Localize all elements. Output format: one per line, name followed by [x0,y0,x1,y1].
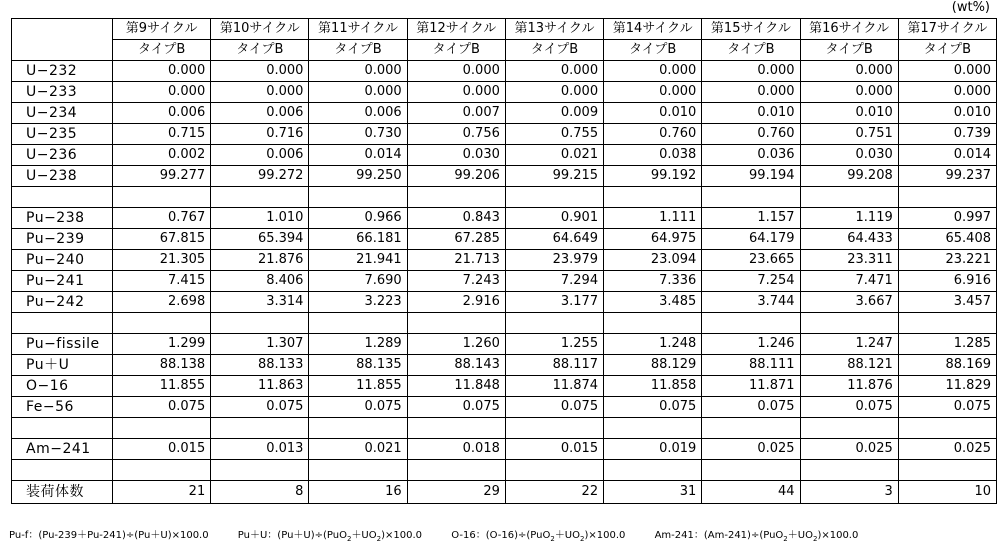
value-cell [309,187,407,208]
composition-table [11,18,997,504]
value-cell [505,418,603,439]
value-cell: 88.135 [309,355,407,376]
value-cell: 0.000 [211,82,309,103]
value-cell: 3 [800,481,898,504]
value-cell: 0.901 [505,208,603,229]
value-cell: 0.009 [505,103,603,124]
value-cell: 0.025 [702,439,800,460]
row-label-cell: U−233 [12,82,113,103]
footnote-am241: Am-241：$(Am-241)\div(PuO_2+UO_2)\times 100.0$ [654,530,859,543]
value-cell: 21.876 [211,250,309,271]
row-label-cell: U−235 [12,124,113,145]
value-cell: 0.000 [211,61,309,82]
cycle-header-cell: 第17サイクル [898,19,996,40]
value-cell: 0.002 [113,145,211,166]
value-cell: 99.208 [800,166,898,187]
value-cell: 88.138 [113,355,211,376]
spacer-row [12,460,997,481]
value-cell [113,187,211,208]
value-cell [702,313,800,334]
cycle-header-cell: 第12サイクル [407,19,505,40]
value-cell [211,460,309,481]
footnote-o16: O-16：$(O-16)\div(PuO_2+UO_2)\times 100.0$ [451,530,626,543]
value-cell: 0.010 [702,103,800,124]
type-header-row [12,40,997,61]
table-row [12,208,997,229]
table-row [12,355,997,376]
value-cell: 2.916 [407,292,505,313]
value-cell: 0.966 [309,208,407,229]
value-cell: 16 [309,481,407,504]
value-cell: 66.181 [309,229,407,250]
value-cell [604,460,702,481]
value-cell [898,313,996,334]
value-cell: 0.756 [407,124,505,145]
value-cell: 1.010 [211,208,309,229]
table-row [12,292,997,313]
value-cell: 65.408 [898,229,996,250]
value-cell: 11.863 [211,376,309,397]
value-cell: 67.815 [113,229,211,250]
value-cell [211,313,309,334]
type-header-cell: タイプB [505,40,603,61]
table-row [12,481,997,504]
value-cell: 3.667 [800,292,898,313]
value-cell: 1.111 [604,208,702,229]
value-cell: 99.250 [309,166,407,187]
value-cell: 3.314 [211,292,309,313]
value-cell: 0.075 [113,397,211,418]
value-cell: 1.307 [211,334,309,355]
value-cell: 0.075 [505,397,603,418]
value-cell: 99.215 [505,166,603,187]
value-cell: 11.858 [604,376,702,397]
value-cell: 1.299 [113,334,211,355]
value-cell [898,460,996,481]
row-label-cell: U−238 [12,166,113,187]
value-cell: 0.760 [702,124,800,145]
header-corner-cell [12,19,113,61]
table-row [12,103,997,124]
table-row [12,124,997,145]
row-label-cell [12,313,113,334]
value-cell: 0.767 [113,208,211,229]
value-cell [604,313,702,334]
type-header-cell: タイプB [113,40,211,61]
value-cell: 0.997 [898,208,996,229]
value-cell [211,418,309,439]
value-cell: 64.179 [702,229,800,250]
value-cell: 0.739 [898,124,996,145]
table-row [12,397,997,418]
row-label-cell: U−234 [12,103,113,124]
value-cell: 0.715 [113,124,211,145]
type-header-cell: タイプB [898,40,996,61]
value-cell: 0.018 [407,439,505,460]
value-cell: 21.305 [113,250,211,271]
value-cell: 1.248 [604,334,702,355]
value-cell [505,187,603,208]
value-cell: 11.874 [505,376,603,397]
value-cell [407,313,505,334]
value-cell: 88.169 [898,355,996,376]
value-cell: 0.036 [702,145,800,166]
type-header-cell: タイプB [702,40,800,61]
value-cell: 0.007 [407,103,505,124]
value-cell: 7.336 [604,271,702,292]
value-cell: 0.010 [604,103,702,124]
value-cell: 0.000 [898,61,996,82]
value-cell [702,418,800,439]
value-cell [800,460,898,481]
cycle-header-row [12,19,997,40]
value-cell: 0.015 [113,439,211,460]
footnotes [9,526,884,543]
value-cell: 88.121 [800,355,898,376]
value-cell: 3.744 [702,292,800,313]
value-cell: 0.000 [505,61,603,82]
table-row [12,271,997,292]
value-cell: 11.871 [702,376,800,397]
value-cell: 0.716 [211,124,309,145]
row-label-cell: Pu−241 [12,271,113,292]
table-row [12,376,997,397]
row-label-cell: U−232 [12,61,113,82]
type-header-cell: タイプB [211,40,309,61]
value-cell: 21.713 [407,250,505,271]
value-cell [505,460,603,481]
value-cell: 0.000 [505,82,603,103]
value-cell: 0.075 [604,397,702,418]
cycle-header-cell: 第16サイクル [800,19,898,40]
value-cell [505,313,603,334]
value-cell [702,187,800,208]
value-cell: 0.000 [702,61,800,82]
row-label-cell: U−236 [12,145,113,166]
value-cell: 21 [113,481,211,504]
value-cell: 0.000 [113,61,211,82]
value-cell: 0.075 [309,397,407,418]
value-cell [113,313,211,334]
table-row [12,439,997,460]
value-cell: 11.876 [800,376,898,397]
value-cell: 7.254 [702,271,800,292]
cycle-header-cell: 第14サイクル [604,19,702,40]
value-cell: 67.285 [407,229,505,250]
value-cell: 21.941 [309,250,407,271]
value-cell: 0.075 [407,397,505,418]
value-cell: 0.006 [211,145,309,166]
value-cell: 0.755 [505,124,603,145]
row-label-cell: Fe−56 [12,397,113,418]
value-cell: 0.030 [800,145,898,166]
row-label-cell: Pu−239 [12,229,113,250]
value-cell: 44 [702,481,800,504]
value-cell: 0.730 [309,124,407,145]
value-cell: 3.177 [505,292,603,313]
value-cell: 1.255 [505,334,603,355]
row-label-cell: Pu＋U [12,355,113,376]
value-cell: 0.030 [407,145,505,166]
value-cell: 99.206 [407,166,505,187]
value-cell: 29 [407,481,505,504]
value-cell: 64.433 [800,229,898,250]
value-cell: 8.406 [211,271,309,292]
type-header-cell: タイプB [309,40,407,61]
value-cell: 0.014 [898,145,996,166]
value-cell: 88.133 [211,355,309,376]
value-cell: 1.119 [800,208,898,229]
value-cell: 64.975 [604,229,702,250]
value-cell: 11.855 [309,376,407,397]
value-cell: 0.021 [309,439,407,460]
value-cell: 3.457 [898,292,996,313]
value-cell: 7.415 [113,271,211,292]
spacer-row [12,187,997,208]
row-label-cell [12,418,113,439]
value-cell [309,313,407,334]
value-cell: 0.075 [211,397,309,418]
row-label-cell: 装荷体数 [12,481,113,504]
value-cell: 0.010 [800,103,898,124]
value-cell: 99.237 [898,166,996,187]
row-label-cell: O−16 [12,376,113,397]
value-cell: 22 [505,481,603,504]
value-cell: 88.129 [604,355,702,376]
value-cell [113,418,211,439]
value-cell [113,460,211,481]
value-cell: 7.690 [309,271,407,292]
value-cell: 99.192 [604,166,702,187]
value-cell [702,460,800,481]
table-row [12,250,997,271]
row-label-cell: Pu−242 [12,292,113,313]
value-cell: 8 [211,481,309,504]
value-cell [800,313,898,334]
value-cell: 0.010 [898,103,996,124]
row-label-cell: Am−241 [12,439,113,460]
value-cell: 0.000 [604,82,702,103]
row-label-cell: Pu−238 [12,208,113,229]
value-cell: 0.843 [407,208,505,229]
value-cell [407,418,505,439]
value-cell: 23.665 [702,250,800,271]
table-row [12,166,997,187]
value-cell: 0.013 [211,439,309,460]
value-cell [604,418,702,439]
cycle-header-cell: 第10サイクル [211,19,309,40]
table-row [12,61,997,82]
value-cell: 99.272 [211,166,309,187]
value-cell [604,187,702,208]
value-cell: 0.000 [407,82,505,103]
value-cell: 11.855 [113,376,211,397]
value-cell: 0.025 [800,439,898,460]
cycle-header-cell: 第9サイクル [113,19,211,40]
value-cell: 64.649 [505,229,603,250]
value-cell: 0.000 [309,61,407,82]
value-cell [309,418,407,439]
value-cell: 99.277 [113,166,211,187]
value-cell: 11.829 [898,376,996,397]
footnote-pu-u: Pu＋U：$(Pu+U)\div(PuO_2+UO_2)\times 100.0$ [237,530,423,543]
cycle-header-cell: 第15サイクル [702,19,800,40]
value-cell: 0.025 [898,439,996,460]
type-header-cell: タイプB [604,40,702,61]
cycle-header-cell: 第11サイクル [309,19,407,40]
value-cell: 23.311 [800,250,898,271]
value-cell: 0.075 [702,397,800,418]
value-cell: 0.000 [898,82,996,103]
footnote-pu-fissile: Pu-f：(Pu-239＋Pu-241)÷(Pu＋U)×100.0 [9,530,209,541]
value-cell: 0.075 [898,397,996,418]
value-cell: 1.247 [800,334,898,355]
row-label-cell: Pu−240 [12,250,113,271]
value-cell: 0.000 [702,82,800,103]
row-label-cell: Pu−fissile [12,334,113,355]
value-cell: 6.916 [898,271,996,292]
value-cell: 0.751 [800,124,898,145]
value-cell: 0.760 [604,124,702,145]
value-cell: 0.015 [505,439,603,460]
value-cell: 1.260 [407,334,505,355]
value-cell: 88.143 [407,355,505,376]
value-cell: 1.246 [702,334,800,355]
spacer-row [12,418,997,439]
value-cell: 3.223 [309,292,407,313]
cycle-header-cell: 第13サイクル [505,19,603,40]
value-cell: 0.075 [800,397,898,418]
value-cell [407,187,505,208]
value-cell: 0.000 [407,61,505,82]
type-header-cell: タイプB [800,40,898,61]
value-cell: 1.289 [309,334,407,355]
value-cell: 0.000 [309,82,407,103]
value-cell [309,460,407,481]
value-cell: 31 [604,481,702,504]
spacer-row [12,313,997,334]
value-cell [898,187,996,208]
value-cell [800,418,898,439]
value-cell: 7.243 [407,271,505,292]
table-row [12,229,997,250]
value-cell: 23.979 [505,250,603,271]
value-cell [800,187,898,208]
value-cell: 0.006 [113,103,211,124]
value-cell: 1.157 [702,208,800,229]
table-row [12,334,997,355]
value-cell: 0.014 [309,145,407,166]
value-cell: 65.394 [211,229,309,250]
row-label-cell [12,187,113,208]
value-cell: 0.006 [309,103,407,124]
value-cell [211,187,309,208]
value-cell: 88.111 [702,355,800,376]
value-cell: 0.000 [800,82,898,103]
value-cell: 7.471 [800,271,898,292]
unit-label: (wt%) [951,0,990,15]
value-cell: 11.848 [407,376,505,397]
value-cell: 88.117 [505,355,603,376]
value-cell: 23.094 [604,250,702,271]
value-cell [407,460,505,481]
value-cell: 3.485 [604,292,702,313]
value-cell: 0.000 [113,82,211,103]
type-header-cell: タイプB [407,40,505,61]
value-cell: 10 [898,481,996,504]
table-row [12,82,997,103]
table-row [12,145,997,166]
value-cell: 0.000 [604,61,702,82]
value-cell: 23.221 [898,250,996,271]
row-label-cell [12,460,113,481]
value-cell: 99.194 [702,166,800,187]
value-cell: 0.021 [505,145,603,166]
value-cell: 0.019 [604,439,702,460]
value-cell: 0.038 [604,145,702,166]
value-cell: 7.294 [505,271,603,292]
value-cell: 2.698 [113,292,211,313]
value-cell: 1.285 [898,334,996,355]
value-cell: 0.006 [211,103,309,124]
value-cell [898,418,996,439]
value-cell: 0.000 [800,61,898,82]
